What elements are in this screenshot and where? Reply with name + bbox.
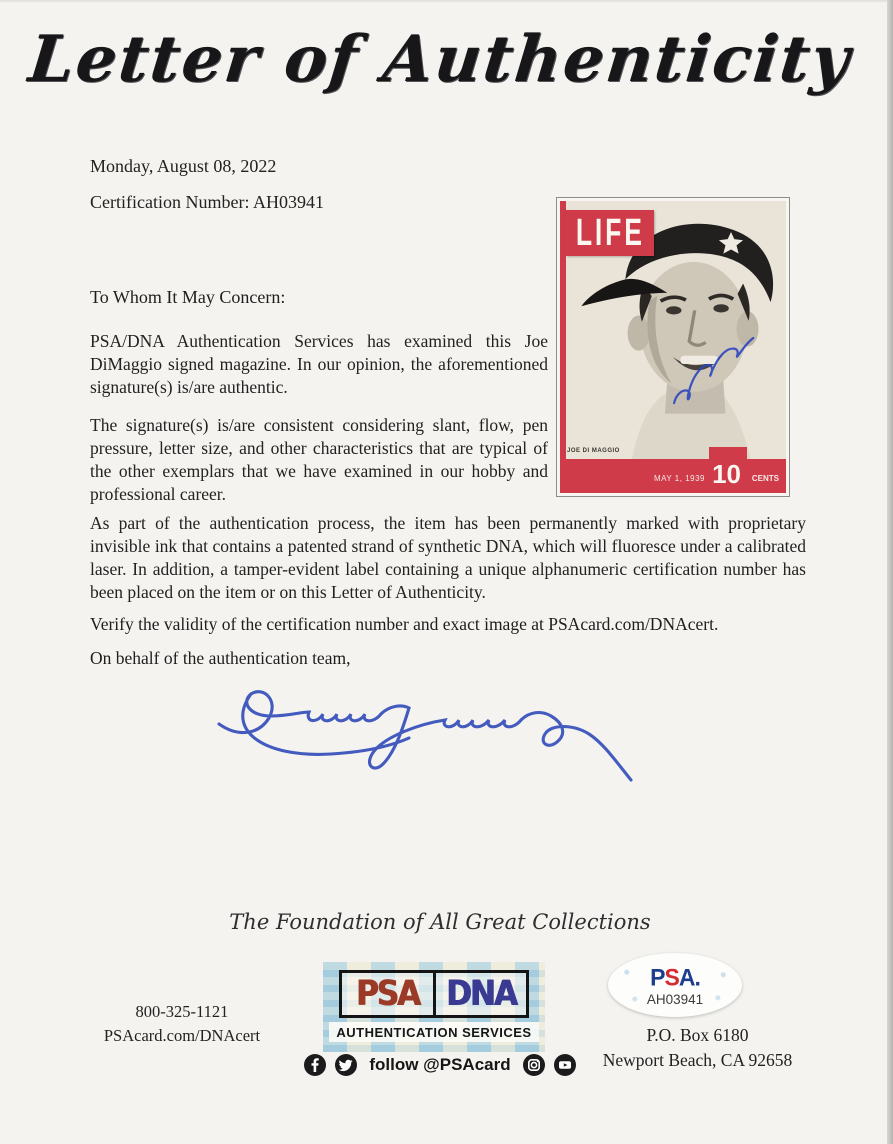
psa-sticker-p: P — [650, 962, 665, 991]
facebook-icon — [303, 1053, 327, 1077]
authentication-services-label: AUTHENTICATION SERVICES — [329, 1022, 539, 1042]
youtube-icon — [553, 1053, 577, 1077]
magazine-cover-image — [556, 197, 790, 497]
dna-logo-text: DNA — [445, 973, 516, 1015]
psa-sticker-a: A. — [678, 962, 700, 991]
phone-number: 800-325-1121 — [135, 1002, 229, 1021]
authenticator-signature — [205, 668, 665, 798]
contact-block — [72, 1000, 292, 1048]
salutation: To Whom It May Concern: — [90, 287, 286, 307]
instagram-icon — [522, 1053, 546, 1077]
page-title: Letter of Authenticity — [25, 22, 855, 97]
paragraph-dna-process: As part of the authentication process, the item has been permanently marked with proprietary invisible ink that contains a patented strand of synthetic DNA, which will fluoresce under a calibrated laser. In addition, a tamper-evident label containing a unique alphanumeric certification number has been placed on the item or on this Letter of Authenticity. — [90, 513, 806, 603]
address-block — [585, 1023, 810, 1074]
life-masthead — [566, 210, 654, 256]
closing-line: On behalf of the authentication team, — [90, 648, 351, 668]
psa-cert-sticker — [608, 953, 742, 1017]
social-handle-text: follow @PSAcard — [369, 1055, 511, 1074]
life-masthead-text: LIFE — [575, 211, 645, 254]
paragraph-consistency: The signature(s) is/are consistent considering slant, flow, pen pressure, letter size, and other characteristics that are typical of the other exemplars that we have examined in our hobby and professional career. — [90, 415, 548, 505]
psa-dna-label — [323, 962, 545, 1052]
foundation-tagline: The Foundation of All Great Collections — [229, 910, 651, 934]
psa-logo-text: PSA — [342, 970, 436, 1017]
cover-issue-date: MAY 1, 1939 — [653, 474, 705, 483]
twitter-icon — [334, 1053, 358, 1077]
letter-date: Monday, August 08, 2022 — [90, 156, 277, 176]
cover-caption: JOE DI MAGGIO — [567, 448, 620, 454]
scan-edge-top — [0, 0, 893, 3]
scan-edge-right — [887, 0, 893, 1144]
po-box-line: P.O. Box 6180 — [646, 1025, 749, 1045]
cover-price-unit: CENTS — [751, 474, 779, 483]
certification-line — [90, 192, 324, 213]
city-state-zip-line: Newport Beach, CA 92658 — [602, 1050, 793, 1071]
psa-sticker-s: S — [664, 962, 679, 991]
certification-label: Certification Number: — [90, 192, 250, 212]
signature-ink — [205, 668, 665, 798]
sticker-cert-number: AH03941 — [646, 991, 704, 1007]
paragraph-opinion: PSA/DNA Authentication Services has examined this Joe DiMaggio signed magazine. In our opinion, the aforementioned signature(s) is/are authentic. — [90, 331, 548, 398]
verify-line: Verify the validity of the certification number and exact image at PSAcard.com/DNAcert. — [90, 614, 719, 634]
certification-number: AH03941 — [252, 192, 324, 212]
cover-price-number: 10 — [712, 459, 741, 489]
psa-sticker-logo — [650, 963, 700, 991]
website-url: PSAcard.com/DNAcert — [103, 1025, 261, 1045]
psa-dna-logo — [339, 970, 529, 1018]
